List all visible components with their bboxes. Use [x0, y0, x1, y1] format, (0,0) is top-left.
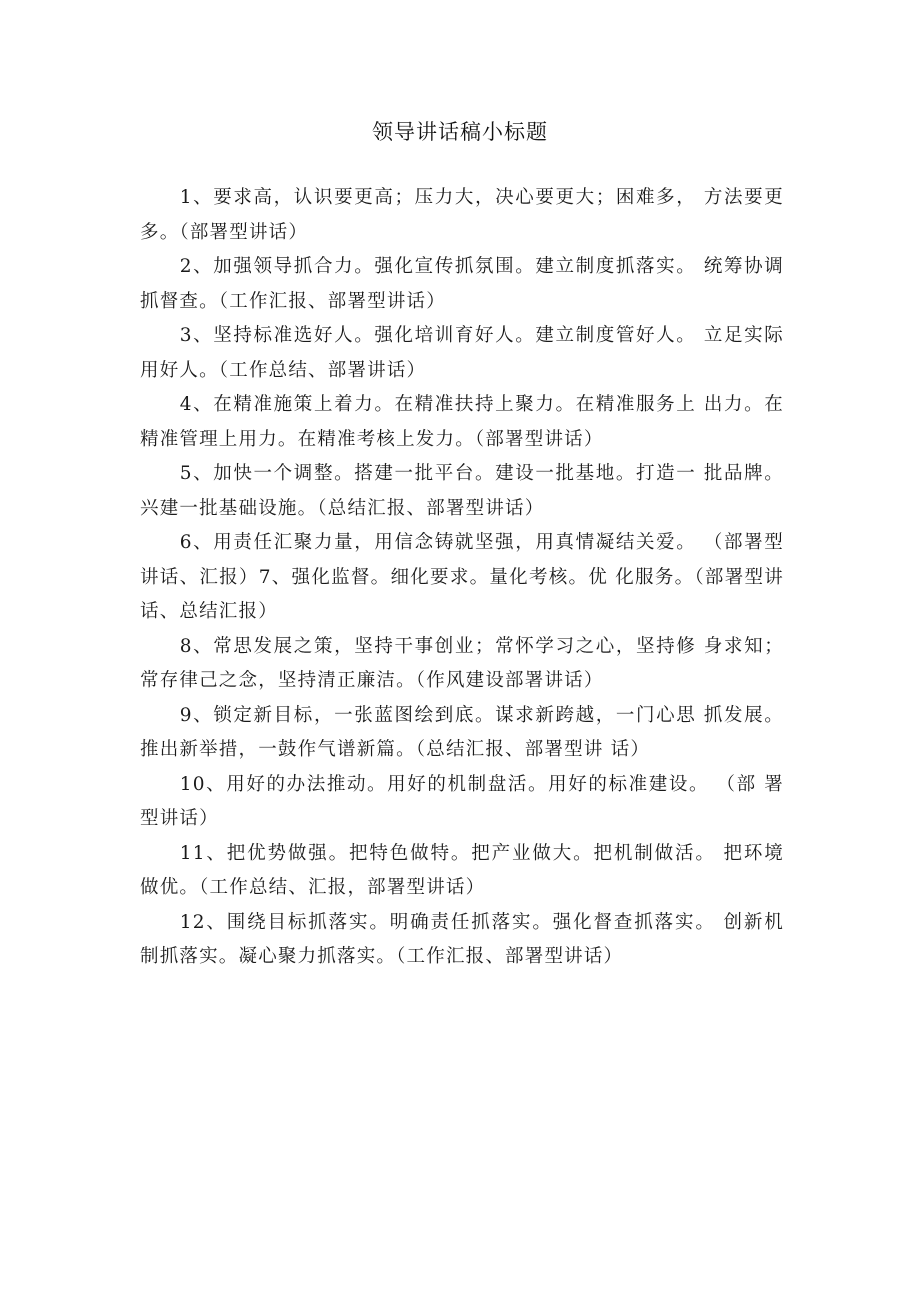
paragraph-1: 1、要求高，认识要更高；压力大，决心要更大；困难多， 方法要更多。（部署型讲话）: [140, 187, 784, 243]
paragraph-10: 10、用好的办法推动。用好的机制盘活。用好的标准建设。 （部 署型讲话）: [140, 773, 784, 829]
document-title: 领导讲话稿小标题: [372, 120, 548, 144]
paragraph-12: 12、围绕目标抓落实。明确责任抓落实。强化督查抓落实。 创新机制抓落实。凝心聚力抓落实。（工作汇报、部署型讲话）: [140, 911, 784, 967]
paragraph-3: 3、坚持标准选好人。强化培训育好人。建立制度管好人。 立足实际用好人。（工作总结、部署讲话）: [140, 325, 784, 381]
paragraph-9: 9、锁定新目标，一张蓝图绘到底。谋求新跨越，一门心思 抓发展。推出新举措，一鼓作气谱新篇。（总结汇报、部署型讲 话）: [140, 704, 784, 760]
paragraph-8: 8、常思发展之策，坚持干事创业；常怀学习之心，坚持修 身求知；常存律己之念，坚持清正廉洁。（作风建设部署讲话）: [140, 635, 784, 691]
document-body: [140, 181, 784, 975]
paragraph-4: 4、在精准施策上着力。在精准扶持上聚力。在精准服务上 出力。在精准管理上用力。在精准考核上发力。（部署型讲话）: [140, 394, 784, 450]
paragraph-6-7: 6、用责任汇聚力量，用信念铸就坚强，用真情凝结关爱。 （部署型讲话、汇报）7、强化监督。细化要求。量化考核。优 化服务。（部署型讲话、总结汇报）: [140, 532, 784, 622]
paragraph-5: 5、加快一个调整。搭建一批平台。建设一批基地。打造一 批品牌。兴建一批基础设施。（总结汇报、部署型讲话）: [140, 463, 784, 519]
paragraph-2: 2、加强领导抓合力。强化宣传抓氛围。建立制度抓落实。 统筹协调抓督查。（工作汇报、部署型讲话）: [140, 256, 784, 312]
paragraph-11: 11、把优势做强。把特色做特。把产业做大。把机制做活。 把环境做优。（工作总结、汇报，部署型讲话）: [140, 842, 784, 898]
